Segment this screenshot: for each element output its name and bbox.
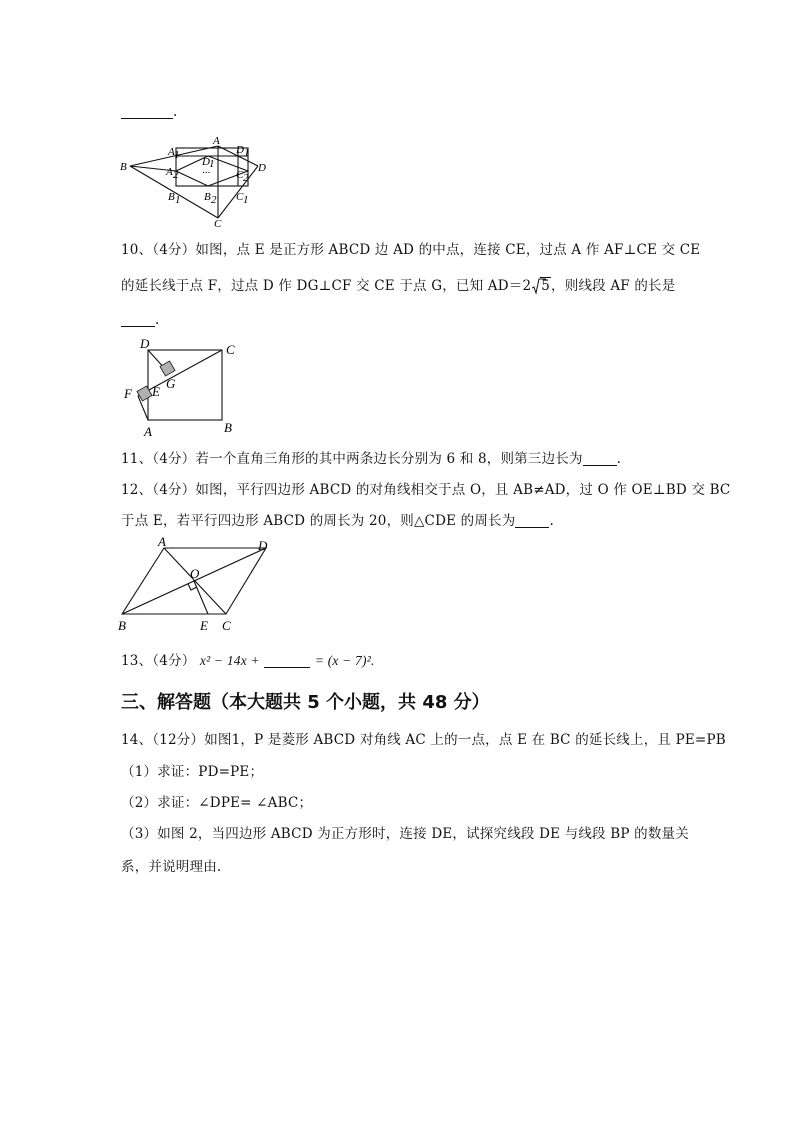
q9-label-C2: C bbox=[236, 169, 244, 181]
q10-sqrt bbox=[532, 278, 551, 294]
q14-part1: （1）求证：PD=PE； bbox=[121, 764, 264, 780]
q10-answer-line bbox=[121, 312, 160, 328]
q9-answer-line bbox=[121, 104, 178, 120]
q13 bbox=[121, 649, 375, 669]
q10-line2-b: ，则线段 AF 的长是 bbox=[551, 278, 676, 294]
q9-label-Dsmall-sub: 1 bbox=[209, 158, 215, 170]
q9-label-B: B bbox=[120, 161, 127, 173]
q11-end: . bbox=[616, 451, 622, 467]
q13-expr-b: = (x − 7)². bbox=[314, 653, 375, 668]
q10-line2-a: 的延长线于点 F，过点 D 作 DG⊥CF 交 CE 于点 G，已知 AD＝2 bbox=[121, 278, 532, 294]
q10-sqrt-radicand: 5 bbox=[541, 278, 551, 294]
q9-label-A2-sub: 2 bbox=[173, 169, 179, 181]
q12-label-O: O bbox=[190, 566, 200, 581]
q12-end: . bbox=[549, 513, 554, 529]
q12-line1: 12、（4分）如图，平行四边形 ABCD 的对角线相交于点 O，且 AB≠AD，过 O 作 OE⊥BD 交 BC bbox=[121, 482, 731, 498]
q10-blank[interactable] bbox=[121, 312, 155, 327]
q9-label-C: C bbox=[214, 218, 222, 228]
q9-figure bbox=[118, 134, 278, 228]
q13-blank[interactable] bbox=[264, 653, 310, 668]
q10-label-D: D bbox=[140, 336, 150, 351]
q9-label-B2-sub: 2 bbox=[211, 194, 217, 206]
q12-figure bbox=[116, 536, 276, 634]
q10-label-E: E bbox=[152, 384, 160, 399]
q9-label-A2: A bbox=[166, 166, 173, 178]
q10-line1: 10、（4分）如图，点 E 是正方形 ABCD 边 AD 的中点，连接 CE，过点 A 作 AF⊥CE 交 CE bbox=[121, 242, 701, 258]
q10-right-angle-G bbox=[160, 361, 175, 376]
q11-blank[interactable] bbox=[583, 451, 617, 466]
q9-label-C1-sub: 1 bbox=[243, 194, 249, 206]
q12-label-C: C bbox=[222, 618, 231, 633]
q9-label-C2-sub: 2 bbox=[243, 172, 249, 184]
q12-label-B: B bbox=[118, 618, 126, 633]
q12-blank[interactable] bbox=[515, 513, 549, 528]
q10-line2 bbox=[121, 274, 675, 294]
q10-figure bbox=[118, 336, 248, 438]
q14-stem: 14、（12分）如图1，P 是菱形 ABCD 对角线 AC 上的一点，点 E 在 BC 的延长线上，且 PE=PB bbox=[121, 732, 726, 748]
q9-label-B2: B bbox=[204, 191, 211, 203]
q10-label-F: F bbox=[124, 386, 132, 401]
q9-label-dots: ··· bbox=[202, 167, 211, 179]
section3-heading: 三、解答题（本大题共 5 个小题，共 48 分） bbox=[121, 692, 490, 713]
q10-label-B: B bbox=[224, 420, 232, 435]
q10-label-G: G bbox=[166, 376, 176, 391]
q13-expr-a: x² − 14x + bbox=[199, 653, 260, 668]
q14-part3-line2: 系，并说明理由. bbox=[121, 859, 222, 875]
q14-part2: （2）求证：∠DPE= ∠ABC； bbox=[121, 795, 313, 811]
q9-label-A: A bbox=[213, 135, 220, 147]
q9-label-A1: A bbox=[168, 146, 175, 158]
q12-label-D: D bbox=[258, 538, 268, 553]
q14-part3-line1: （3）如图 2，当四边形 ABCD 为正方形时，连接 DE，试探究线段 DE 与线段 BP 的数量关 bbox=[121, 826, 689, 842]
q12-line2 bbox=[121, 509, 554, 529]
q9-label-B1-sub: 1 bbox=[175, 194, 181, 206]
q10-end: . bbox=[155, 312, 160, 328]
q9-label-D1-sub: 1 bbox=[244, 147, 250, 159]
q9-label-A1-sub: 1 bbox=[174, 149, 180, 161]
q9-label-B1: B bbox=[168, 191, 175, 203]
q10-label-C: C bbox=[226, 342, 235, 357]
q9-end: . bbox=[173, 104, 178, 120]
q10-label-A: A bbox=[144, 424, 152, 438]
q9-blank[interactable] bbox=[121, 104, 173, 119]
q9-label-D1: D bbox=[236, 144, 244, 156]
q12-line2-text: 于点 E，若平行四边形 ABCD 的周长为 20，则△CDE 的周长为 bbox=[121, 513, 516, 529]
q9-label-C1: C bbox=[236, 191, 244, 203]
q9-label-D: D bbox=[258, 162, 266, 174]
q11 bbox=[121, 447, 621, 467]
q9-label-Dsmall: D bbox=[202, 156, 210, 168]
q13-prefix: 13、（4分） bbox=[121, 653, 196, 669]
q12-label-A: A bbox=[158, 536, 166, 549]
q12-label-E: E bbox=[200, 618, 208, 633]
q11-text: 11、（4分）若一个直角三角形的其中两条边长分别为 6 和 8，则第三边长为 bbox=[121, 451, 583, 467]
